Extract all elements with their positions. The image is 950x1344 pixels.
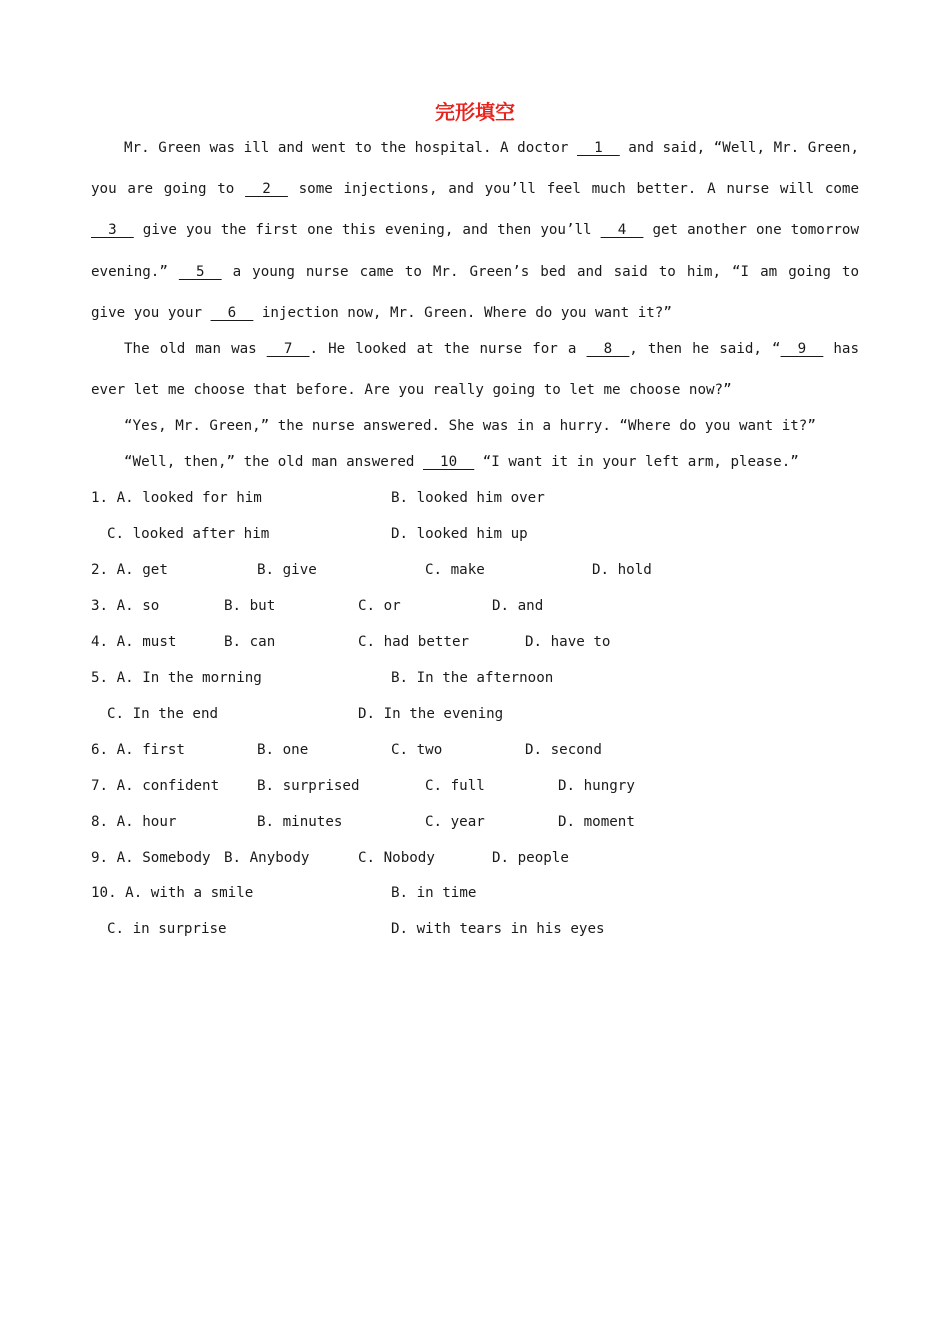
q5-option-a: 5. A. In the morning	[91, 670, 262, 686]
passage-text: injection now, Mr. Green. Where do you want it?”	[261, 305, 672, 321]
passage-text: Mr. Green was ill and went to the hospital. A doctor	[124, 140, 569, 156]
page-title: 完形填空	[435, 100, 515, 124]
passage-line-2	[91, 179, 859, 199]
q10-option-d: D. with tears in his eyes	[391, 921, 605, 937]
q10-option-b: B. in time	[391, 885, 477, 901]
q4-option-c: C. had better	[358, 634, 470, 650]
q2-option-d: D. hold	[592, 562, 652, 578]
passage-text: “Well, then,” the old man answered	[124, 454, 415, 470]
q6-option-c: C. two	[391, 742, 443, 758]
q1-option-c: C. looked after him	[107, 526, 270, 542]
q3-option-a: 3. A. so	[91, 598, 160, 614]
blank-5: __5__	[178, 264, 222, 280]
passage-line-4	[91, 262, 859, 282]
passage-text: has	[833, 341, 859, 357]
blank-1: __1__	[577, 140, 620, 156]
passage-line-6	[124, 339, 859, 359]
q3-option-d: D. and	[492, 598, 544, 614]
blank-6: __6__	[210, 305, 254, 321]
q5-option-d: D. In the evening	[358, 706, 504, 722]
blank-8: __8__	[586, 341, 630, 357]
passage-line-1	[124, 138, 859, 158]
passage-text: give you your	[91, 305, 203, 321]
passage-line-5	[91, 303, 859, 323]
q10-option-c: C. in surprise	[107, 921, 227, 937]
q1-option-a: 1. A. looked for him	[91, 490, 262, 506]
blank-4: __4__	[600, 222, 644, 238]
passage-text: and said, “Well, Mr. Green,	[628, 140, 859, 156]
q1-option-d: D. looked him up	[391, 526, 528, 542]
passage-text: get another one tomorrow	[652, 222, 859, 238]
q2-option-c: C. make	[425, 562, 485, 578]
passage-text: ever let me choose that before. Are you really going to let me choose now?”	[91, 382, 732, 398]
passage-line-9	[124, 452, 892, 472]
passage-text: some injections, and you’ll feel much better. A nurse will come	[298, 181, 859, 197]
q8-option-d: D. moment	[558, 814, 635, 830]
passage-text: you are going to	[91, 181, 235, 197]
q7-option-c: C. full	[425, 778, 485, 794]
passage-line-8	[124, 416, 892, 436]
q2-option-b: B. give	[257, 562, 317, 578]
q6-option-d: D. second	[525, 742, 602, 758]
q3-option-b: B. but	[224, 598, 276, 614]
passage-text: The old man was	[124, 341, 257, 357]
q2-option-a: 2. A. get	[91, 562, 168, 578]
q8-option-a: 8. A. hour	[91, 814, 177, 830]
q1-option-b: B. looked him over	[391, 490, 545, 506]
passage-text: . He looked at the nurse for a	[309, 341, 577, 357]
q9-option-d: D. people	[492, 850, 569, 866]
passage-line-3	[91, 220, 859, 240]
passage-text: , then he said, “	[629, 341, 781, 357]
q3-option-c: C. or	[358, 598, 401, 614]
passage-text: “I want it in your left arm, please.”	[482, 454, 799, 470]
blank-7: __7__	[266, 341, 310, 357]
q4-option-d: D. have to	[525, 634, 611, 650]
blank-9: __9__	[780, 341, 824, 357]
q9-option-b: B. Anybody	[224, 850, 310, 866]
q7-option-a: 7. A. confident	[91, 778, 220, 794]
q4-option-a: 4. A. must	[91, 634, 177, 650]
passage-text: give you the first one this evening, and then you’ll	[142, 222, 592, 238]
q7-option-b: B. surprised	[257, 778, 360, 794]
q9-option-c: C. Nobody	[358, 850, 435, 866]
q8-option-b: B. minutes	[257, 814, 343, 830]
blank-2: __2__	[245, 181, 288, 197]
q4-option-b: B. can	[224, 634, 276, 650]
q5-option-b: B. In the afternoon	[391, 670, 554, 686]
q7-option-d: D. hungry	[558, 778, 635, 794]
passage-text: a young nurse came to Mr. Green’s bed and said to him, “I am going to	[232, 264, 859, 280]
q6-option-a: 6. A. first	[91, 742, 185, 758]
q6-option-b: B. one	[257, 742, 309, 758]
passage-text: evening.”	[91, 264, 168, 280]
blank-10: __10__	[422, 454, 475, 470]
q5-option-c: C. In the end	[107, 706, 219, 722]
passage-line-7	[91, 380, 859, 400]
q8-option-c: C. year	[425, 814, 485, 830]
q9-option-a: 9. A. Somebody	[91, 850, 211, 866]
passage-text: “Yes, Mr. Green,” the nurse answered. She was in a hurry. “Where do you want it?”	[124, 418, 816, 434]
blank-3: __3__	[91, 222, 134, 238]
q10-option-a: 10. A. with a smile	[91, 885, 254, 901]
